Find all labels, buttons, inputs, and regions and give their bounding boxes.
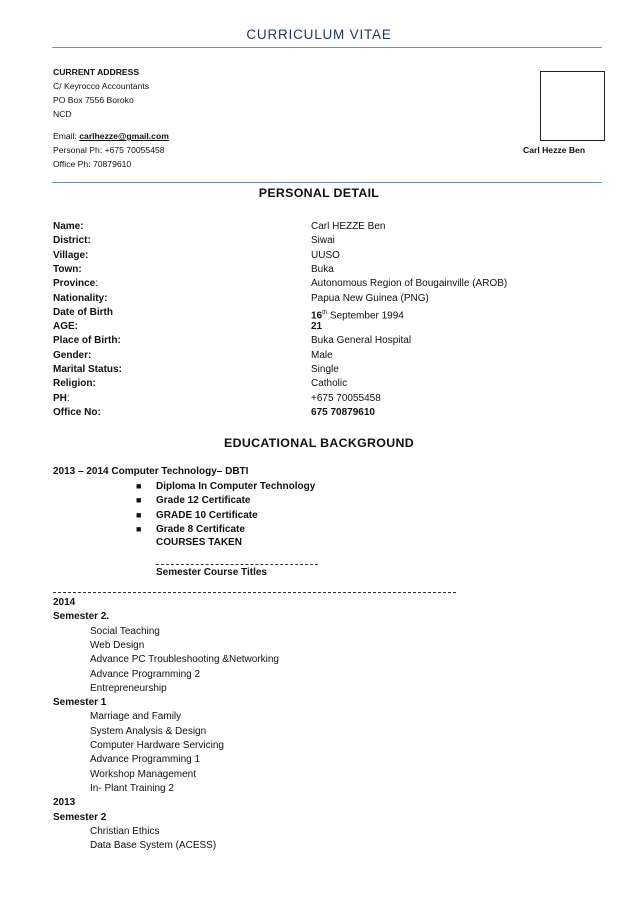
- courses-divider: [156, 564, 318, 565]
- course-item: Social Teaching: [90, 625, 160, 637]
- detail-label: [53, 392, 70, 406]
- detail-value-text: 675 70879610: [311, 406, 375, 418]
- detail-value-text: Papua New Guinea (PNG): [311, 292, 429, 304]
- detail-value: [311, 363, 339, 377]
- detail-value: [311, 292, 429, 306]
- detail-value: [311, 349, 333, 363]
- bullet-icon: ■: [136, 481, 142, 491]
- header-divider: [52, 47, 602, 48]
- detail-label-text: Office No:: [53, 406, 101, 418]
- detail-value-text: Catholic: [311, 378, 348, 390]
- detail-label: [53, 334, 121, 348]
- semester-heading: Semester 2.: [53, 611, 110, 623]
- detail-value: [311, 334, 411, 348]
- photo-placeholder: [540, 71, 605, 141]
- course-item: Computer Hardware Servicing: [90, 740, 224, 751]
- address-heading: CURRENT ADDRESS: [53, 67, 140, 77]
- detail-label-text: Nationality:: [53, 292, 108, 304]
- detail-label-text: Place of Birth:: [53, 335, 121, 347]
- detail-label-text: Date of Birth: [53, 306, 113, 318]
- detail-label-text: AGE:: [53, 321, 78, 333]
- education-heading: EDUCATIONAL BACKGROUND: [224, 436, 414, 450]
- course-item: Advance PC Troubleshooting &Networking: [90, 654, 279, 666]
- detail-label: [53, 220, 84, 234]
- detail-label-text: Village:: [53, 249, 89, 261]
- personal-heading: PERSONAL DETAIL: [258, 186, 380, 200]
- email-label: Email:: [53, 131, 80, 141]
- detail-label: [53, 263, 82, 277]
- detail-label: [53, 363, 122, 377]
- year-heading: 2014: [53, 597, 76, 608]
- year-heading: 2013: [53, 797, 76, 809]
- detail-value-text: Buka General Hospital: [311, 335, 412, 347]
- detail-label-text: District:: [53, 235, 91, 247]
- course-item: Web Design: [90, 639, 145, 651]
- bullet-icon: ■: [136, 509, 142, 520]
- email-line: [53, 129, 169, 144]
- detail-value: [311, 277, 507, 291]
- bullet-icon: ■: [136, 523, 142, 534]
- course-item: Marriage and Family: [90, 711, 182, 723]
- detail-value: [311, 392, 381, 406]
- detail-value: [311, 320, 322, 334]
- detail-value: [311, 249, 340, 263]
- detail-label: [53, 320, 78, 334]
- qualification-item: GRADE 10 Certificate: [156, 509, 258, 521]
- detail-label-suffix: :: [95, 278, 99, 290]
- full-divider: [53, 592, 456, 593]
- detail-value-suffix: September 1994: [327, 310, 404, 322]
- detail-value: [311, 406, 375, 420]
- detail-label-text: Marital Status:: [53, 364, 122, 375]
- name-right: Carl Hezze Ben: [523, 145, 586, 155]
- section-divider: [52, 182, 602, 183]
- address-line-1: C/ Keyrocco Accountants: [53, 81, 150, 91]
- course-item: Advance Programming 2: [90, 668, 201, 680]
- course-item: Advance Programming 1: [90, 754, 201, 766]
- qualification-item: Diploma In Computer Technology: [156, 481, 316, 492]
- detail-label-text: Religion:: [53, 378, 96, 390]
- qualification-item: Grade 8 Certificate: [156, 523, 245, 535]
- semester-heading: Semester 2: [53, 811, 107, 823]
- detail-value: [311, 263, 334, 277]
- detail-value-text: Single: [311, 364, 339, 375]
- personal-phone: Personal Ph: +675 70055458: [53, 145, 165, 155]
- detail-label: [53, 234, 91, 248]
- detail-label: [53, 349, 91, 363]
- address-line-2: PO Box 7556 Boroko: [53, 95, 134, 105]
- course-item: Workshop Management: [90, 768, 196, 780]
- detail-value-text: UUSO: [311, 249, 340, 261]
- detail-value: [311, 377, 347, 391]
- detail-label: [53, 377, 96, 391]
- office-phone: Office Ph: 70879610: [53, 159, 132, 169]
- course-item: Data Base System (ACESS): [90, 840, 217, 852]
- detail-value-text: Buka: [311, 263, 334, 275]
- courses-taken-label: COURSES TAKEN: [156, 537, 242, 548]
- detail-label: [53, 249, 88, 263]
- detail-label-suffix: :: [66, 392, 70, 404]
- address-line-3: NCD: [53, 109, 72, 119]
- education-period: 2013 – 2014 Computer Technology– DBTI: [53, 466, 249, 477]
- detail-value-text: 21: [311, 321, 323, 333]
- qualification-item: Grade 12 Certificate: [156, 495, 251, 507]
- detail-value-text: Autonomous Region of Bougainville (AROB): [311, 278, 508, 290]
- detail-value: [311, 234, 335, 248]
- detail-label-text: Town:: [53, 263, 82, 275]
- detail-label-text: Province: [53, 278, 96, 290]
- bullet-icon: ■: [136, 495, 142, 506]
- detail-value-text: Carl HEZZE Ben: [311, 221, 386, 232]
- detail-value-sup: th: [322, 309, 328, 316]
- detail-label: [53, 277, 98, 291]
- course-item: Christian Ethics: [90, 825, 160, 837]
- course-item: Entrepreneurship: [90, 682, 167, 694]
- detail-label: [53, 306, 113, 320]
- page-title: CURRICULUM VITAE: [246, 27, 392, 42]
- detail-value: [311, 306, 404, 324]
- detail-label-text: Name:: [53, 221, 84, 232]
- detail-value: [311, 220, 385, 234]
- detail-label: [53, 406, 101, 420]
- detail-label-text: Gender:: [53, 349, 92, 361]
- detail-label: [53, 292, 107, 306]
- semester-heading: Semester 1: [53, 697, 107, 709]
- semester-titles-label: Semester Course Titles: [156, 567, 267, 578]
- detail-value-text: +675 70055458: [311, 392, 381, 404]
- course-item: System Analysis & Design: [90, 725, 207, 737]
- course-item: In- Plant Training 2: [90, 782, 174, 794]
- email-link[interactable]: carlhezze@gmail.com: [79, 131, 169, 141]
- detail-label-text: PH: [53, 392, 67, 404]
- detail-value-text: Male: [311, 349, 333, 361]
- detail-value-text: Siwai: [311, 235, 335, 247]
- detail-value-text: 16: [311, 310, 323, 322]
